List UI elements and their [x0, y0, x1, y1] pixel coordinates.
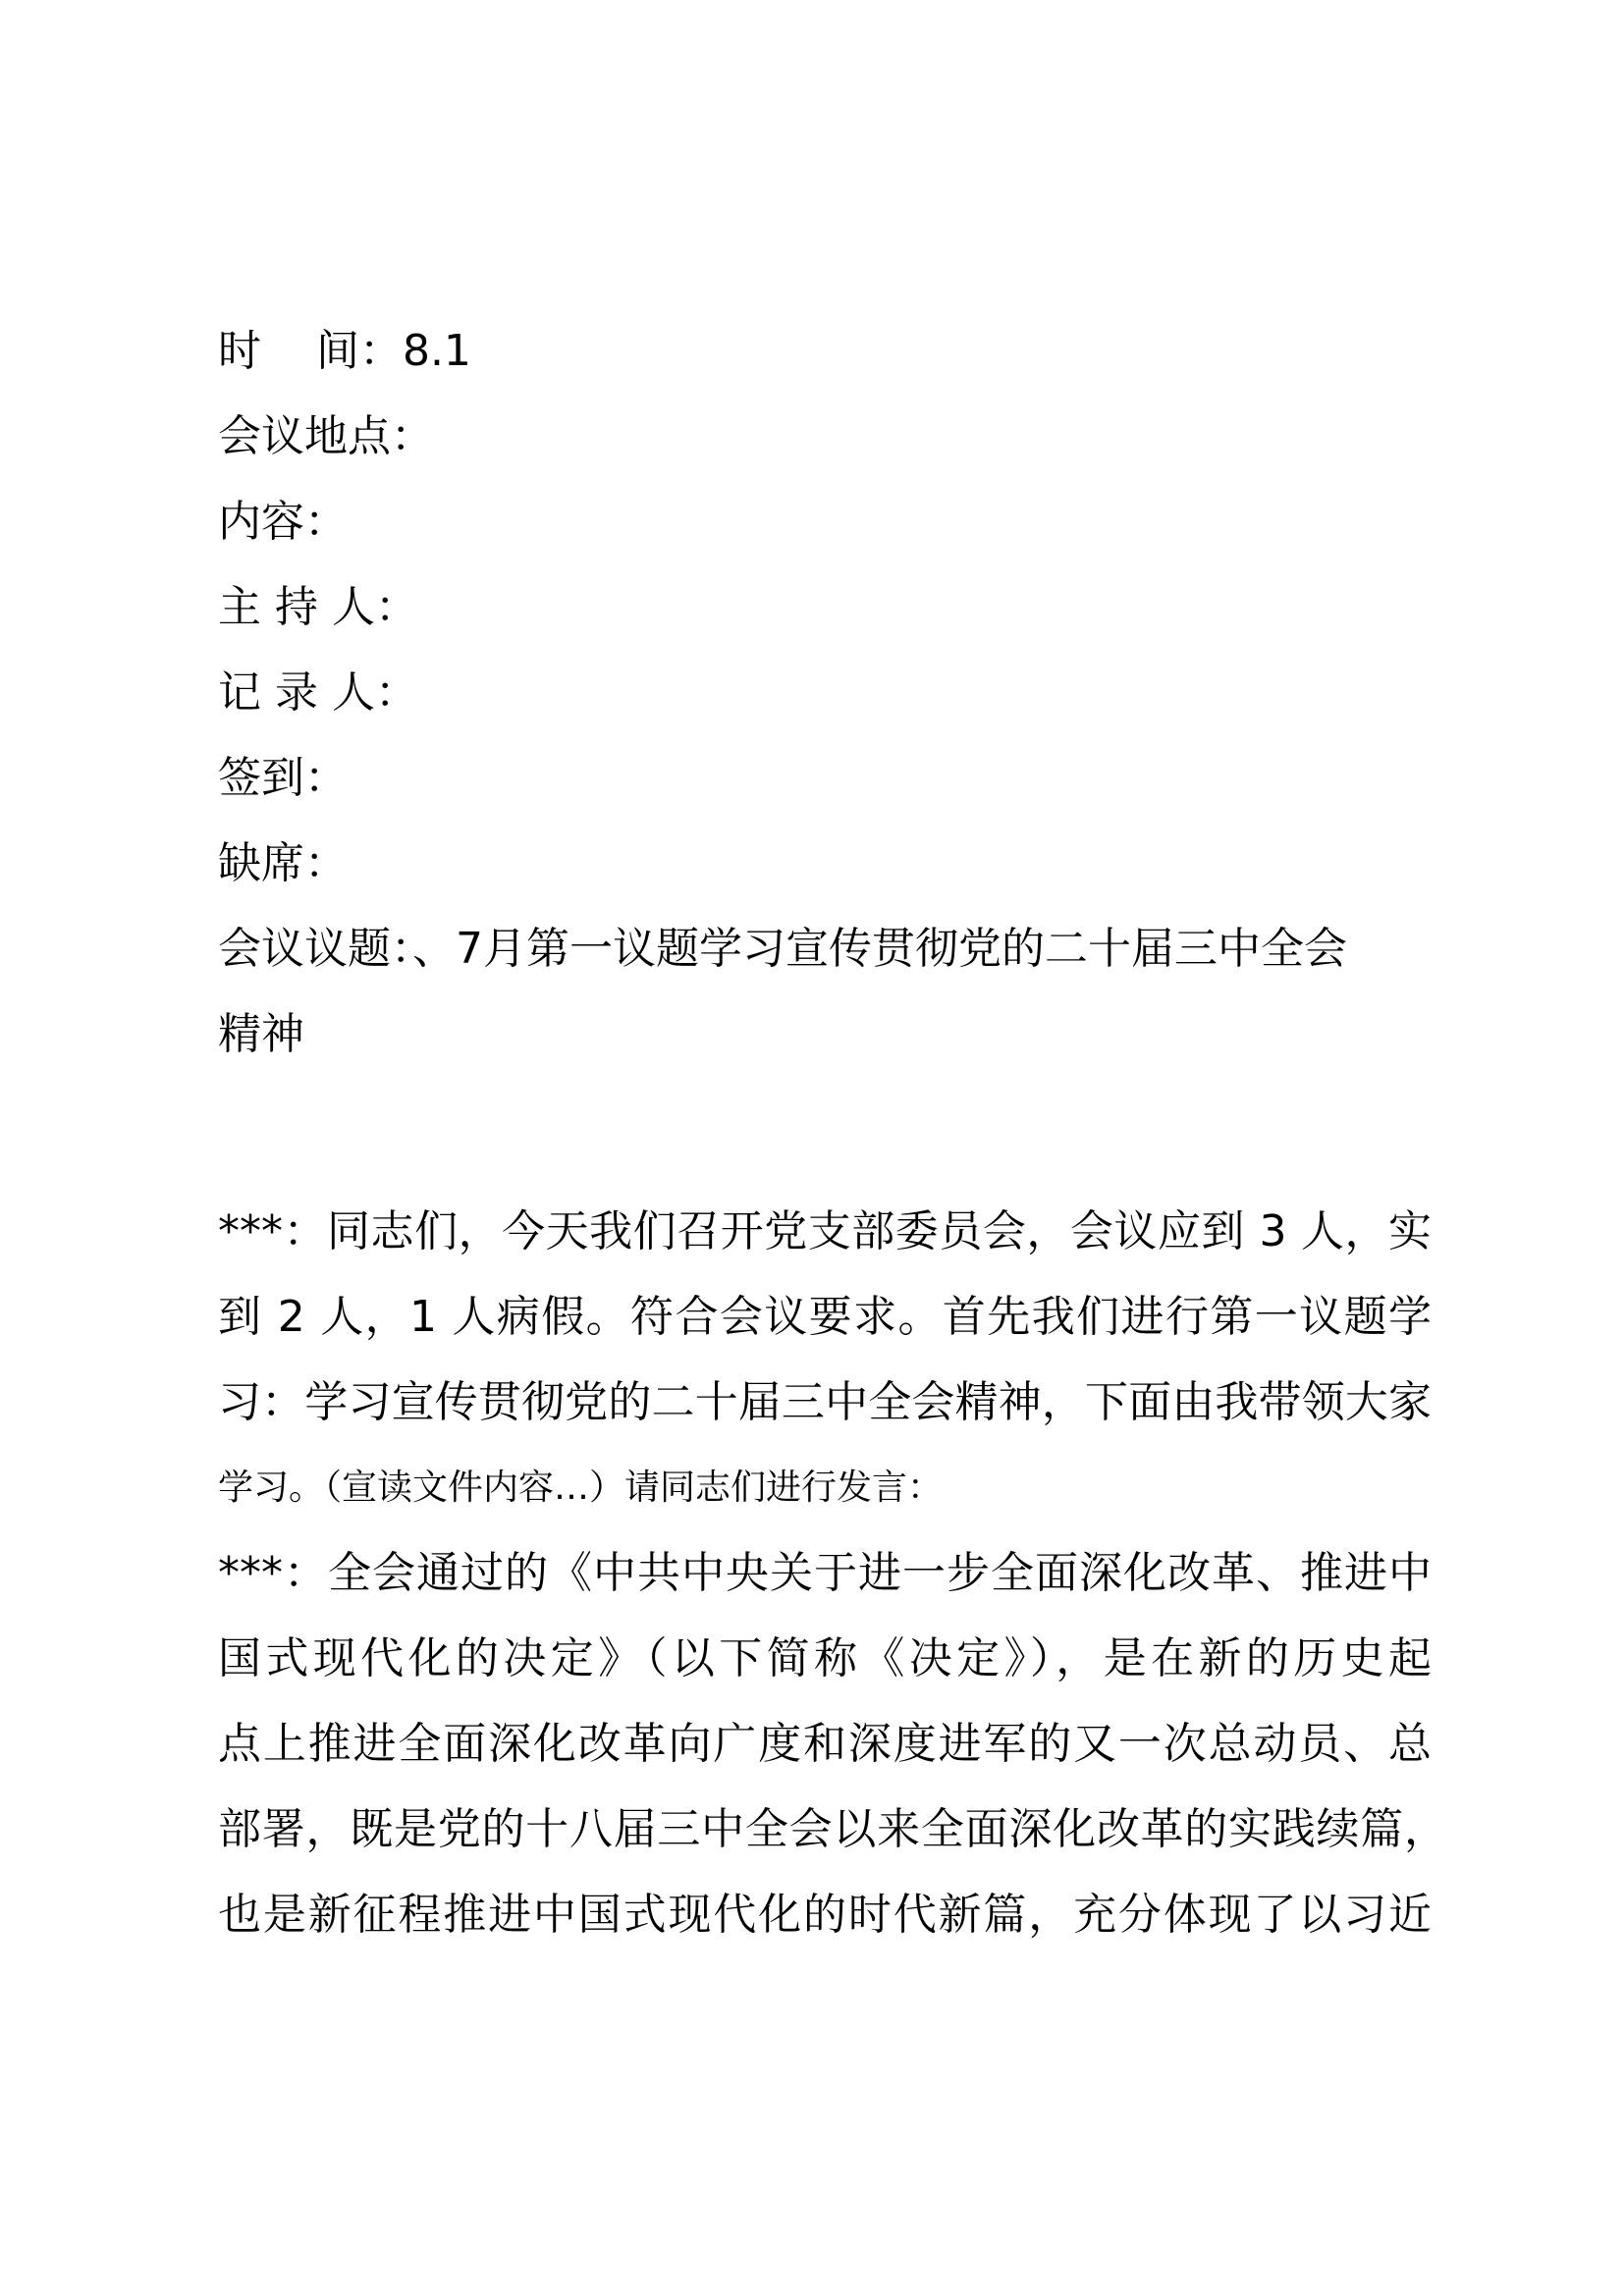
paragraph-line: 到 2 人，1 人病假。符合会议要求。首先我们进行第一议题学 [218, 1292, 1432, 1342]
meeting-signin: 签到： [218, 753, 348, 803]
meeting-recorder: 记 录 人： [218, 667, 418, 718]
paragraph-line: 习：学习宣传贯彻党的二十届三中全会精神，下面由我带领大家 [218, 1377, 1432, 1427]
meeting-header [218, 308, 1432, 1077]
meeting-content: 内容： [218, 497, 348, 547]
paragraph-line: ***：同志们，今天我们召开党支部委员会，会议应到 3 人，实 [218, 1206, 1432, 1256]
meeting-location: 会议地点： [218, 411, 434, 461]
meeting-topic: 会议议题：、7月第一议题学习宣传贯彻党的二十届三中全会 [218, 924, 1347, 974]
paragraph-line: 国式现代化的决定》（以下简称《决定》），是在新的历史起 [218, 1633, 1432, 1683]
meeting-host: 主 持 人： [218, 582, 418, 632]
paragraph-line: 也是新征程推进中国式现代化的时代新篇，充分体现了以习近 [218, 1890, 1432, 1940]
meeting-time: 时 间：8.1 [218, 326, 471, 376]
paragraph-line: 部署，既是党的十八届三中全会以来全面深化改革的实践续篇， [218, 1804, 1447, 1854]
meeting-minutes-body [218, 1189, 1447, 1957]
paragraph-line: ***：全会通过的《中共中央关于进一步全面深化改革、推进中 [218, 1548, 1432, 1598]
meeting-absent: 缺席： [218, 838, 348, 888]
meeting-topic-cont: 精神 [218, 1009, 304, 1059]
paragraph-line: 点上推进全面深化改革向广度和深度进军的又一次总动员、总 [218, 1719, 1432, 1769]
paragraph-line: 学习。（宣读文件内容…）请同志们进行发言： [218, 1468, 944, 1508]
